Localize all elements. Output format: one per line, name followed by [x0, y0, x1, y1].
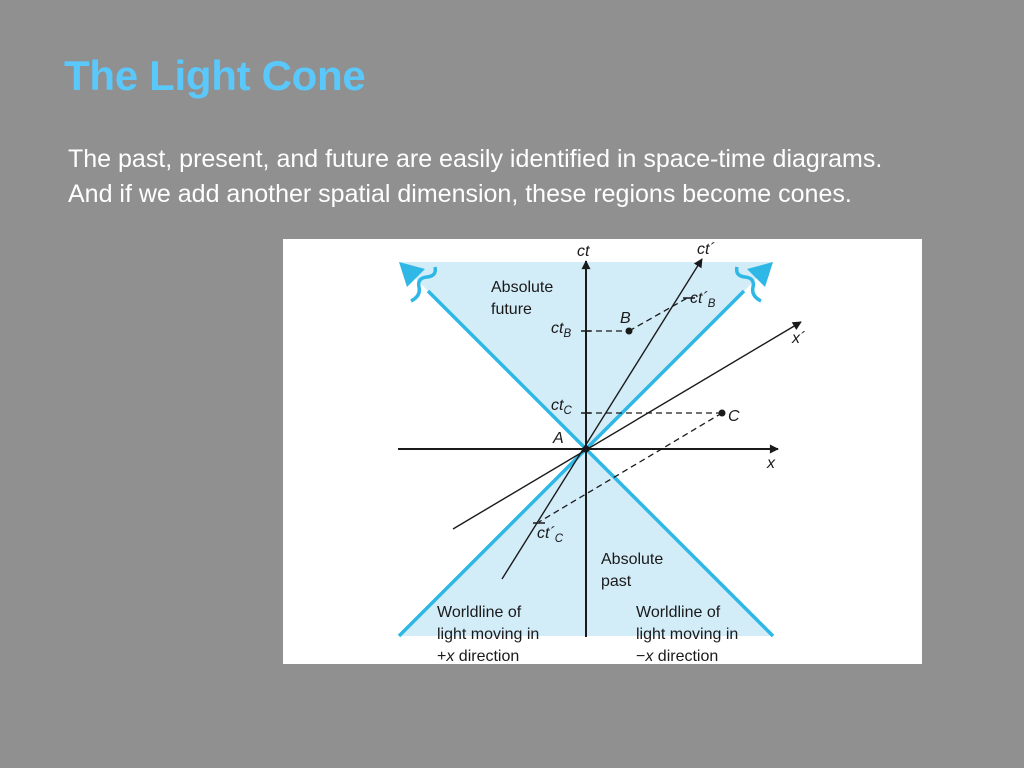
worldline-minus-x-line1: Worldline of	[636, 604, 721, 621]
ct-axis-label: ct	[577, 243, 590, 260]
absolute-future-label-line1: Absolute	[491, 279, 554, 296]
event-point-A	[583, 446, 590, 453]
point-label-A: A	[553, 430, 564, 447]
slide-title: The Light Cone	[64, 52, 366, 99]
x-axis-label: x	[767, 455, 775, 472]
tick-label-ctC-prime: $ct´_C$	[537, 525, 564, 545]
x-prime-axis-label: x´	[792, 330, 806, 347]
absolute-past-label-line1: Absolute	[601, 551, 664, 568]
absolute-future-label-line2: future	[491, 301, 532, 318]
light-cone-diagram	[283, 239, 922, 664]
point-label-C: C	[728, 408, 740, 425]
worldline-plus-x-line2: light moving in	[437, 626, 540, 643]
tick-label-ctC: $ct_C$	[551, 397, 572, 417]
worldline-minus-x-line2: light moving in	[636, 626, 739, 643]
point-label-B: B	[620, 310, 631, 327]
tick-label-ctB-prime: $ct´_B$	[690, 290, 716, 310]
worldline-plus-x-line3: +x direction	[437, 648, 520, 664]
slide-body-text: The past, present, and future are easily identified in space-time diagrams. And if we add another spatial dimension, these regions become cones.	[68, 145, 883, 208]
ct-prime-axis-label: ct´	[697, 241, 715, 258]
worldline-minus-x-line3: −x direction	[636, 648, 719, 664]
event-point-C	[719, 410, 726, 417]
tick-label-ctB: $ct_B$	[551, 320, 572, 340]
event-point-B	[626, 328, 633, 335]
absolute-past-label-line2: past	[601, 573, 632, 590]
worldline-plus-x-line1: Worldline of	[437, 604, 522, 621]
